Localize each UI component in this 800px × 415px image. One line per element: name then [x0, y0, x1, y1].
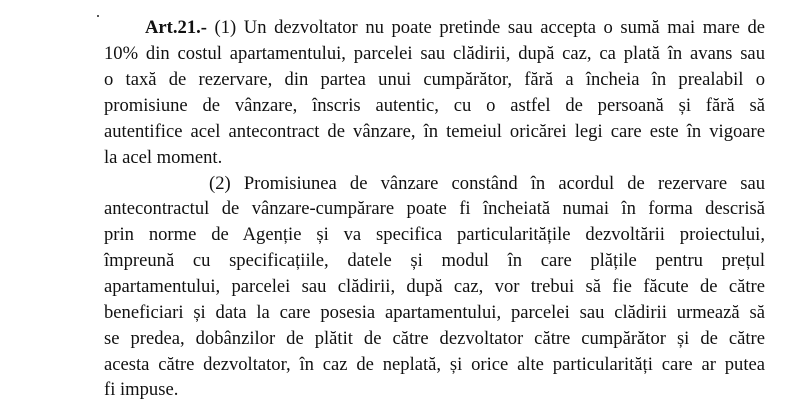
paragraph-2-line-7: se predea, dobânzilor de plătit de către dezvoltator către cumpărător și de către	[104, 328, 765, 349]
paragraph-1-line-3: o taxă de rezervare, din partea unui cumpărător, fără a încheia în prealabil o	[104, 69, 765, 90]
paragraph-1-text-1: (1) Un dezvoltator nu poate pretinde sau accepta o sumă mai mare de	[206, 17, 765, 38]
paragraph-2-line-9: fi impuse.	[104, 379, 179, 400]
paragraph-2-line-3: prin norme de Agenție și va specifica particularitățile dezvoltării proiectului,	[104, 224, 765, 245]
paragraph-2-line-8: acesta către dezvoltator, în caz de neplată, și orice alte particularități care ar putea	[104, 354, 765, 375]
page-dot-mark	[97, 15, 99, 17]
paragraph-1-line-1	[145, 16, 765, 40]
paragraph-1-line-4: promisiune de vânzare, înscris autentic, cu o astfel de persoană și fără să	[104, 95, 765, 116]
paragraph-1-line-2: 10% din costul apartamentului, parcelei sau clădirii, după caz, ca plată în avans sau	[104, 43, 765, 64]
paragraph-2-line-4: împreună cu specificațiile, datele și modul în care plățile pentru prețul	[104, 250, 765, 271]
paragraph-2-line-2: antecontractul de vânzare-cumpărare poate fi încheiată numai în forma descrisă	[104, 198, 765, 219]
paragraph-2-line-5: apartamentului, parcelei sau clădirii, după caz, vor trebui să fie făcute de către	[104, 276, 765, 297]
paragraph-2-line-1: (2) Promisiunea de vânzare constând în acordul de rezervare sau	[209, 173, 765, 194]
paragraph-2-line-6: beneficiari și data la care posesia apartamentului, parcelei sau clădirii urmează să	[104, 302, 765, 323]
paragraph-1-line-5: autentifice acel antecontract de vânzare, în temeiul oricărei legi care este în vigoare	[104, 121, 765, 142]
article-label: Art.21.-	[145, 17, 207, 38]
paragraph-1-line-6: la acel moment.	[104, 147, 223, 168]
